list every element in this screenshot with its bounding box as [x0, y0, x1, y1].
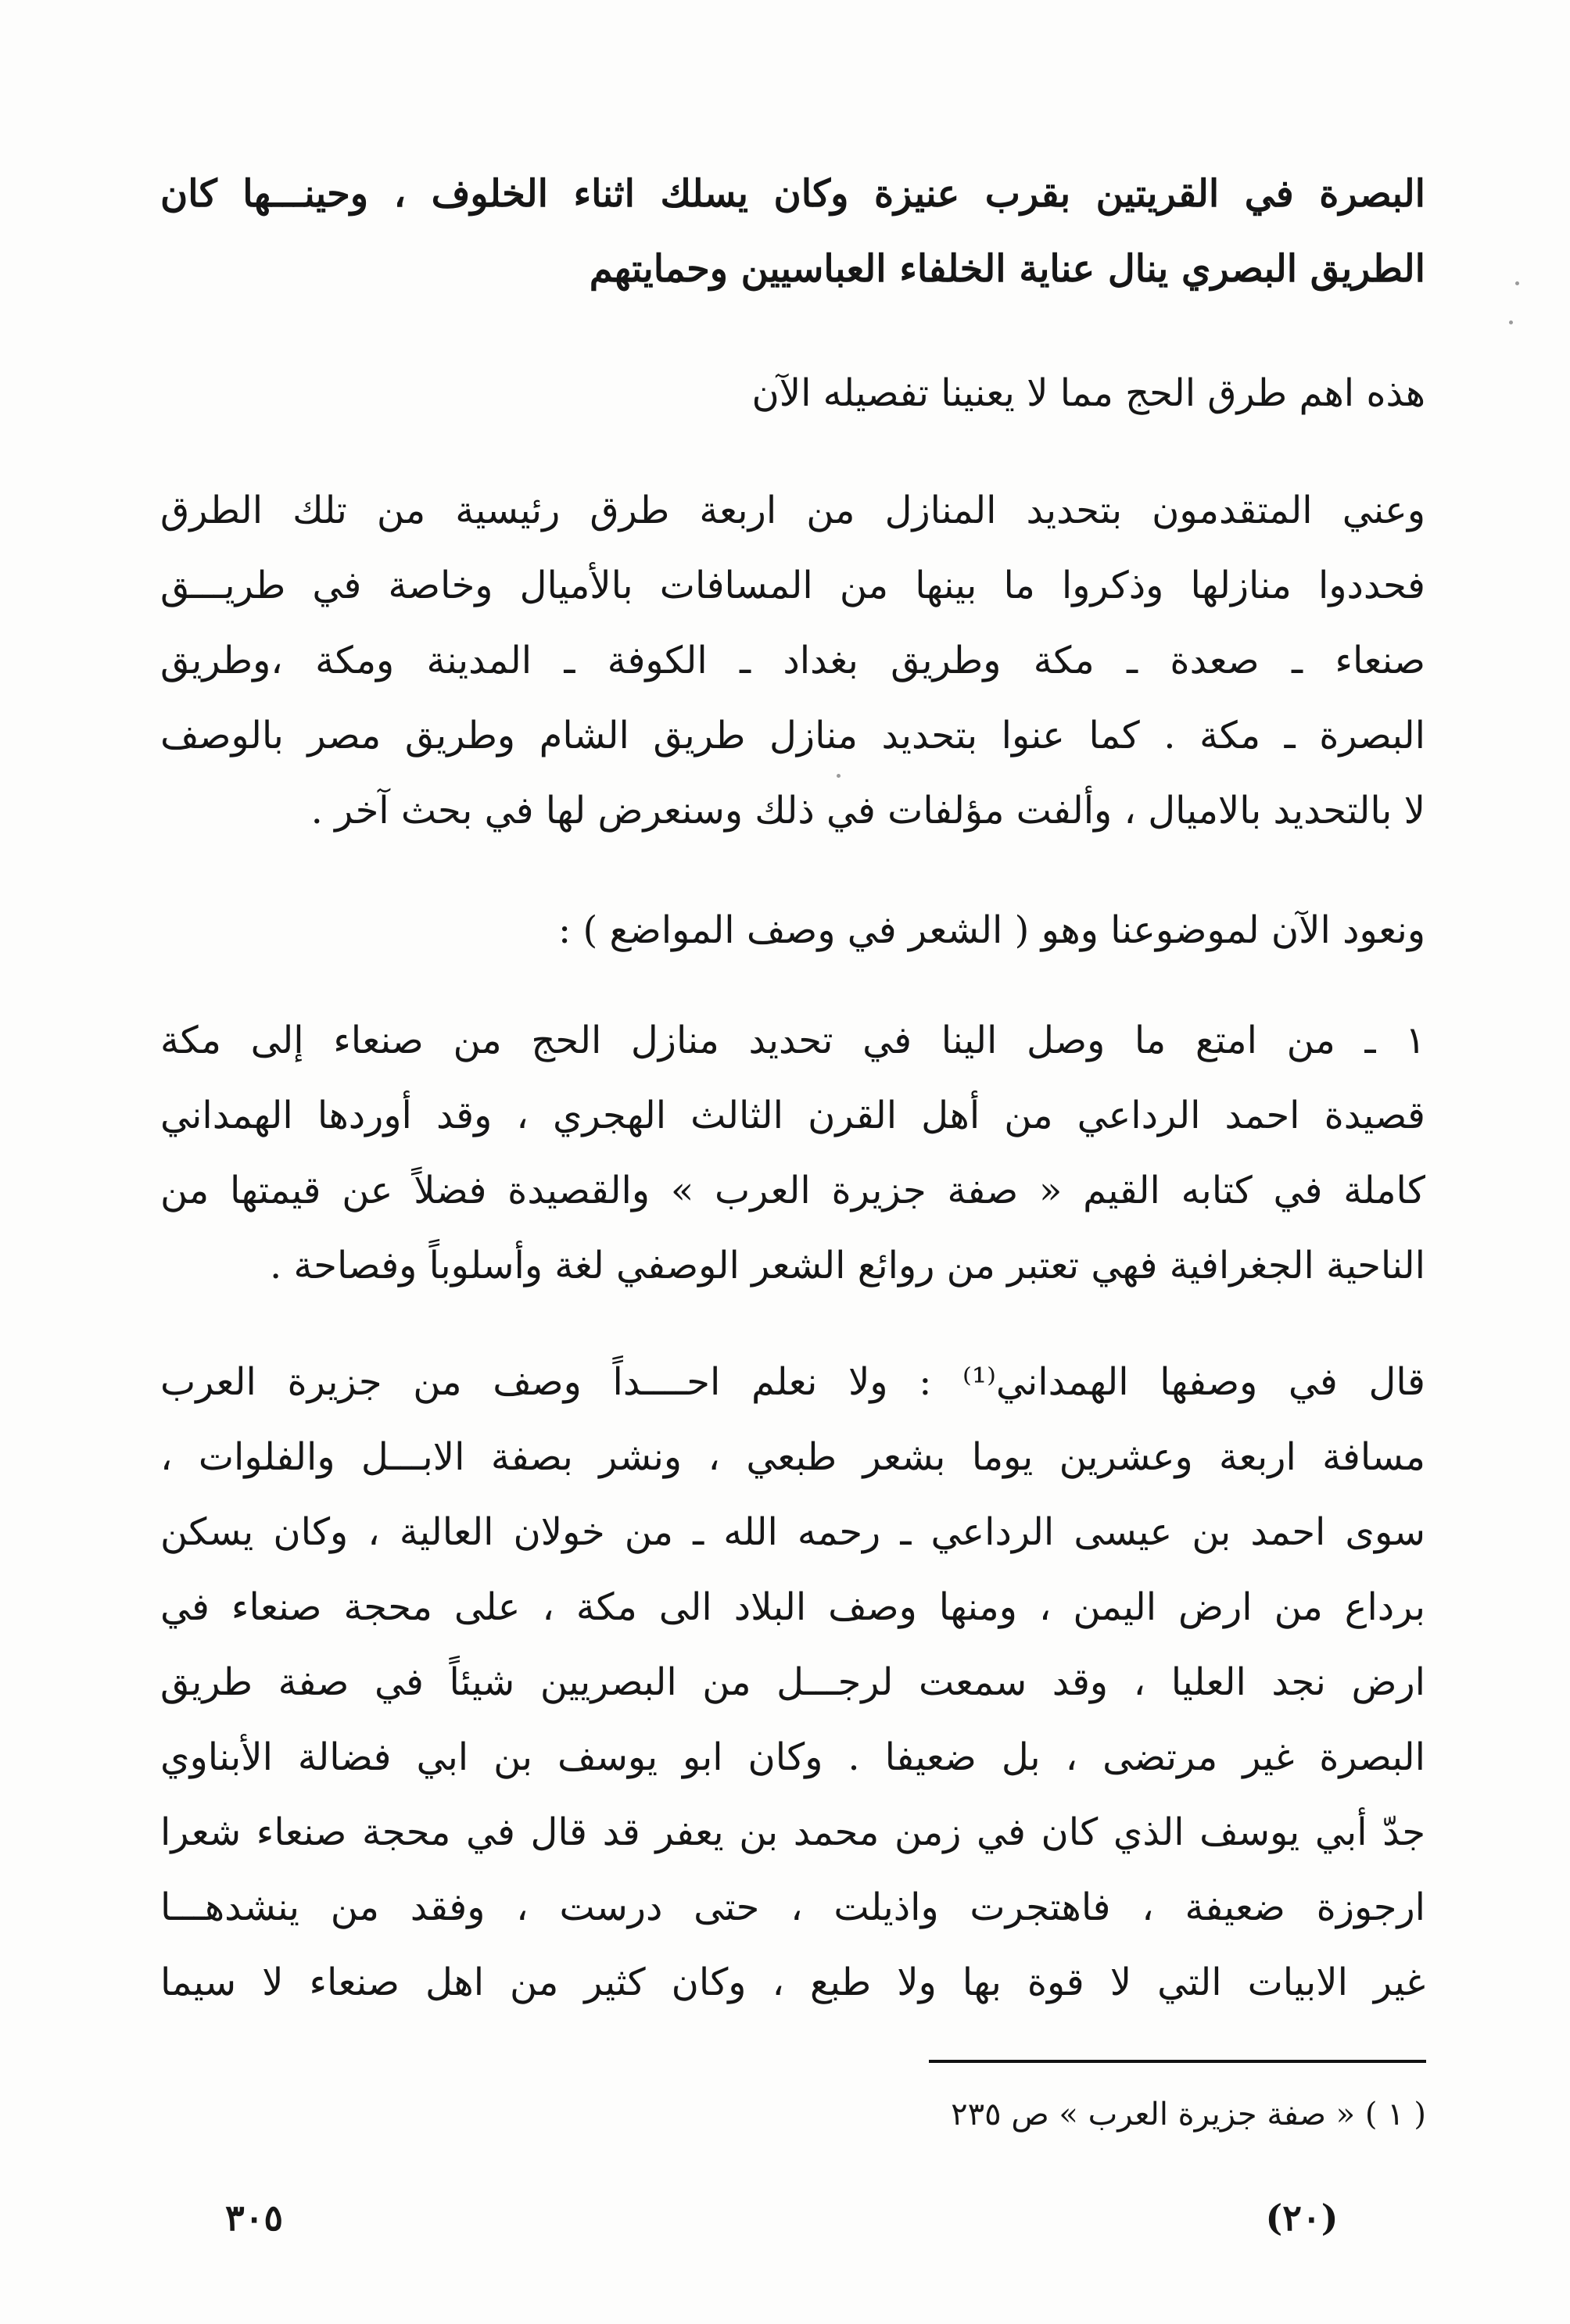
paragraph-item-1: [160, 1003, 1425, 1303]
text-line: ١ ـ من امتع ما وصل الينا في تحديد منازل الحج من صنعاء إلى مكة: [160, 1019, 1425, 1062]
signature-mark: (٢٠): [1265, 2197, 1339, 2239]
paragraph-return: [160, 893, 1425, 968]
paragraph-routes: [160, 473, 1425, 848]
text-line: الناحية الجغرافية فهي تعتبر من روائع الشعر الوصفي لغة وأسلوباً وفصاحة .: [270, 1244, 1425, 1287]
text-line: الطريق البصري ينال عناية الخلفاء العباسيين وحمايتهم: [589, 247, 1425, 291]
text-line: ارض نجد العليا ، وقد سمعت لرجـــل من البصريين شيئاً في صفة طريق: [160, 1660, 1425, 1704]
paragraph-intro: [160, 356, 1425, 431]
paragraph-top: [160, 156, 1425, 306]
scan-speck: [1509, 320, 1513, 324]
text-line: صنعاء ـ صعدة ـ مكة وطريق بغداد ـ الكوفة ـ المدينة ومكة ،وطريق: [160, 639, 1425, 682]
text-line: كاملة في كتابه القيم « صفة جزيرة العرب » والقصيدة فضلاً عن قيمتها من: [160, 1169, 1425, 1212]
text-line: برداع من ارض اليمن ، ومنها وصف البلاد الى مكة ، على محجة صنعاء في: [160, 1585, 1425, 1629]
text-line: قصيدة احمد الرداعي من أهل القرن الثالث الهجري ، وقد أوردها الهمداني: [160, 1094, 1425, 1137]
scan-speck: [1515, 281, 1519, 285]
text-line: مسافة اربعة وعشرين يوما بشعر طبعي ، ونشر بصفة الابـــل والفلوات ،: [160, 1435, 1425, 1479]
paragraph-quote: [160, 1345, 1425, 2020]
page-number: ٣٠٥: [225, 2197, 284, 2239]
text-line: جدّ أبي يوسف الذي كان في زمن محمد بن يعفر قد قال في محجة صنعاء شعرا: [160, 1810, 1425, 1854]
text-line: البصرة غير مرتضى ، بل ضعيفا . وكان ابو يوسف بن ابي فضالة الأبناوي: [160, 1735, 1425, 1779]
footnote: ( ١ ) « صفة جزيرة العرب » ص ٢٣٥: [951, 2097, 1426, 2132]
text-line: سوى احمد بن عيسى الرداعي ـ رحمه الله ـ من خولان العالية ، وكان يسكن: [160, 1510, 1425, 1554]
text-line: فحددوا منازلها وذكروا ما بينها من المسافات بالأميال وخاصة في طريـــق: [160, 564, 1425, 607]
text-line: وعني المتقدمون بتحديد المنازل من اربعة طرق رئيسية من تلك الطرق: [160, 489, 1425, 532]
text-line: البصرة ـ مكة . كما عنوا بتحديد منازل طريق الشام وطريق مصر بالوصف: [160, 714, 1425, 757]
text-line: قال في وصفها الهمداني⁽¹⁾ : ولا نعلم احــــداً وصف من جزيرة العرب: [160, 1360, 1425, 1404]
text-line: البصرة في القريتين بقرب عنيزة وكان يسلك اثناء الخلوف ، وحينـــها كان: [160, 172, 1425, 216]
text-line: ارجوزة ضعيفة ، فاهتجرت واذيلت ، حتى درست ، وفقد من ينشدهـــا: [160, 1885, 1425, 1929]
footnote-divider: [929, 2060, 1426, 2063]
text-line: ونعود الآن لموضوعنا وهو ( الشعر في وصف المواضع ) :: [558, 908, 1425, 952]
text-line: هذه اهم طرق الحج مما لا يعنينا تفصيله الآن: [751, 371, 1425, 415]
text-line: غير الابيات التي لا قوة بها ولا طبع ، وكان كثير من اهل صنعاء لا سيما: [160, 1961, 1425, 2004]
text-line: لا بالتحديد بالاميال ، وألفت مؤلفات في ذلك وسنعرض لها في بحث آخر .: [310, 789, 1425, 833]
scan-speck: [837, 774, 841, 778]
